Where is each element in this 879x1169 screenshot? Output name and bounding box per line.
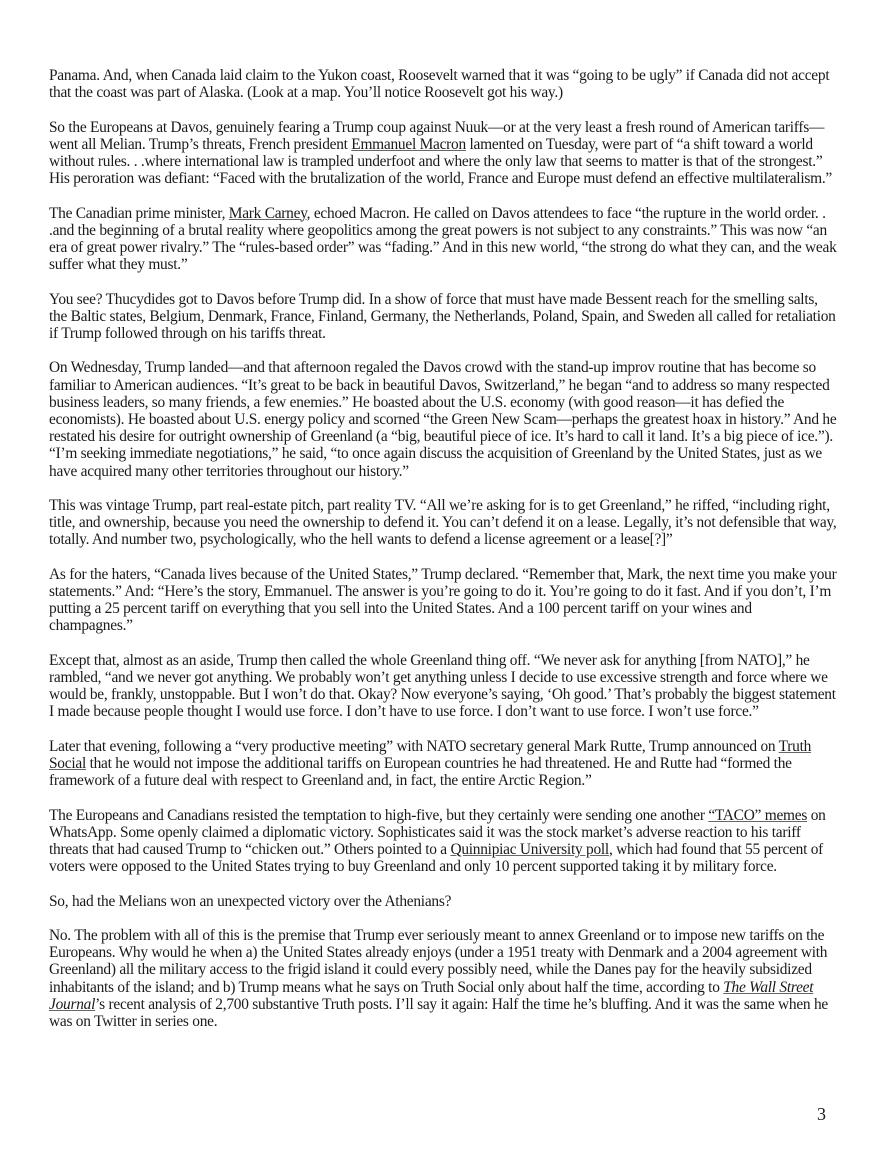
text: lamented on Tuesday, were part of “a shift toward a world without rules. . .where international law is trampled underfoot and where the only law that seems to matter is that of the strongest.” His peroration was defiant: “Faced with the brutalization of the world, France and Europe must defend an effective multilateralism.” <box>49 135 832 188</box>
text: So the Europeans at Davos, genuinely fearing a Trump coup against Nuuk—or at the very least a fresh round of American tariffs—went all Melian. Trump’s threats, French president <box>49 118 825 153</box>
paragraph-europeans-davos <box>49 119 839 188</box>
text: on WhatsApp. Some openly claimed a diplomatic victory. Sophisticates said it was the stock market’s adverse reaction to his tariff threats that had caused Trump to “chicken out.” Others pointed to a <box>49 806 826 858</box>
link-taco-memes[interactable]: “TACO” memes <box>708 806 808 824</box>
document-page <box>49 67 839 1047</box>
text: No. The problem with all of this is the premise that Trump ever seriously meant to annex Greenland or to impose new tariffs on the Europeans. Why would he when a) the United States already enjoys (under a 1951 treaty with Denmark and a 2004 agreement with Greenland) all the military access to the frigid island it could every possibly need, while the Danes pay for the heavily subsidized inhabitants of the island; and b) Trump means what he says on Truth Social only about half the time, according to <box>49 926 828 996</box>
text: ’s recent analysis of 2,700 substantive Truth posts. I’ll say it again: Half the time he’s bluffing. And it was the same when he was on Twitter in series one. <box>49 995 828 1030</box>
link-truth-social[interactable]: Truth Social <box>49 737 812 772</box>
paragraph-called-off: Except that, almost as an aside, Trump then called the whole Greenland thing off. “We never ask for anything [from NATO],” he rambled, “and we never got anything. We probably won’t get anything unless I decide to use excessive strength and force where we would be, frankly, unstoppable. But I won’t do that. Okay? Now everyone’s saying, ‘Oh good.’ That’s probably the biggest statement I made because people thought I would use force. I don’t have to use force. I don’t want to use force. I won’t use force.” <box>49 651 836 721</box>
paragraph-vintage-trump: This was vintage Trump, part real-estate pitch, part reality TV. “All we’re asking for is to get Greenland,” he riffed, “including right, title, and ownership, because you need the ownership to defend it. You can’t defend it on a lease. Legally, it’s not defensible that way, totally. And number two, psychologically, who the hell wants to defend a license agreement or a lease[?]” <box>49 497 837 549</box>
paragraph-thucydides: You see? Thucydides got to Davos before Trump did. In a show of force that must have made Bessent reach for the smelling salts, the Baltic states, Belgium, Denmark, France, Finland, Germany, the Netherlands, Poland, Spain, and Sweden all called for retaliation if Trump followed through on his tariffs threat. <box>49 290 836 342</box>
link-wall-street-journal[interactable]: The Wall Street Journal <box>49 978 814 1013</box>
paragraph-roosevelt-yukon: Panama. And, when Canada laid claim to the Yukon coast, Roosevelt warned that it was “going to be ugly” if Canada did not accept that the coast was part of Alaska. (Look at a map. You’ll notice Roosevelt got his way.) <box>49 67 830 102</box>
paragraph-mark-carney <box>49 205 839 274</box>
text: , echoed Macron. He called on Davos attendees to face “the rupture in the world order. . .and the beginning of a brutal reality where geopolitics among the great powers is not subject to any constraints.” This was now “an era of great power rivalry.” The “rules-based order” was “fading.” And in this new world, “the strong do what they can, and the weak suffer what they must.” <box>49 204 837 274</box>
text: The Europeans and Canadians resisted the temptation to high-five, but they certainly were sending one another <box>49 806 709 824</box>
text: The Canadian prime minister, <box>49 204 229 222</box>
text: that he would not impose the additional tariffs on European countries he had threatened. He and Rutte had “formed the framework of a future deal with respect to Greenland and, in fact, the entire Arctic Region.” <box>49 755 792 790</box>
paragraph-haters: As for the haters, “Canada lives because of the United States,” Trump declared. “Remember that, Mark, the next time you make your statements.” And: “Here’s the story, Emmanuel. The answer is you’re going to do it. You’re going to do it fast. And if you don’t, I’m putting a 25 percent tariff on everything that you sell into the United States. And a 100 percent tariff on your wines and champagnes.” <box>49 565 837 635</box>
link-quinnipiac-poll[interactable]: Quinnipiac University poll <box>450 841 609 858</box>
link-emmanuel-macron[interactable]: Emmanuel Macron <box>351 135 466 153</box>
paragraph-high-five <box>49 807 839 876</box>
text: , which had found that 55 percent of voters were opposed to the United States trying to buy Greenland and only 10 percent supported taking it by military force. <box>49 841 824 876</box>
text: Later that evening, following a “very productive meeting” with NATO secretary general Mark Rutte, Trump announced on <box>49 737 779 755</box>
paragraph-melians-question: So, had the Melians won an unexpected victory over the Athenians? <box>49 892 452 910</box>
paragraph-later-evening <box>49 738 839 790</box>
paragraph-the-problem <box>49 927 839 1030</box>
page-number: 3 <box>817 1104 826 1124</box>
link-mark-carney[interactable]: Mark Carney <box>228 204 307 222</box>
paragraph-trump-landed: On Wednesday, Trump landed—and that afternoon regaled the Davos crowd with the stand-up improv routine that has become so familiar to American audiences. “It’s great to be back in beautiful Davos, Switzerland,” he began “and to address so many respected business leaders, so many friends, a few enemies.” He boasted about the U.S. economy (with good reason—it has defied the economists). He boasted about U.S. energy policy and scorned “the Green New Scam—perhaps the greatest hoax in history.” And he restated his desire for outright ownership of Greenland (a “big, beautiful piece of ice. It’s hard to call it land. It’s a big piece of ice.”). “I’m seeking immediate negotiations,” he said, “to once again discuss the acquisition of Greenland by the United States, just as we have acquired many other territories throughout our history.” <box>49 359 837 480</box>
